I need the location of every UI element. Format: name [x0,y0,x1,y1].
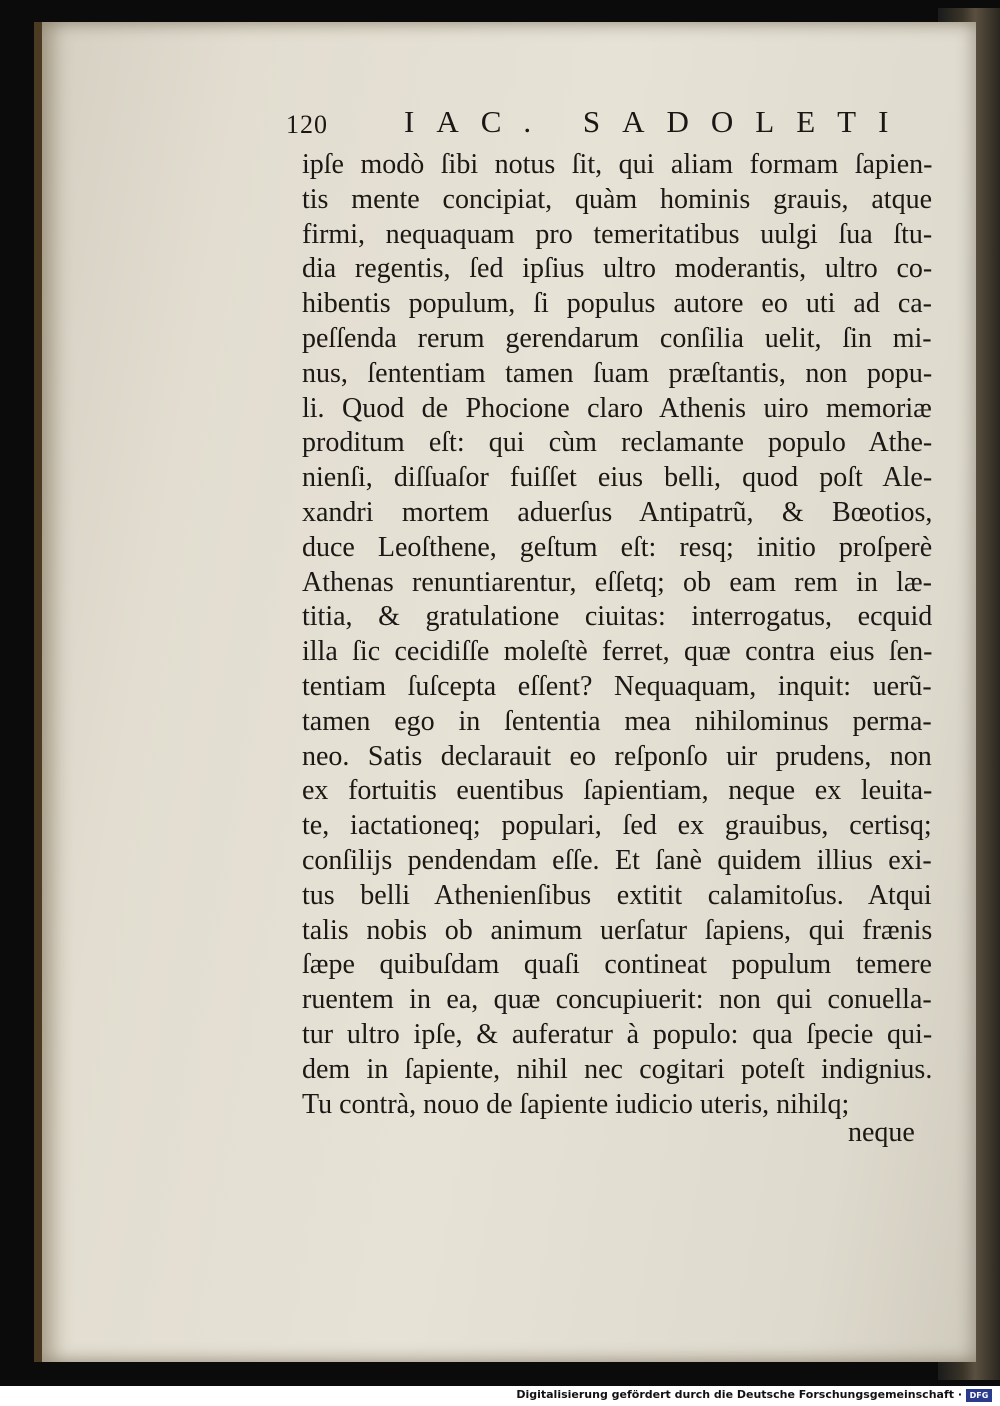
text-line: peſſenda rerum gerendarum conſilia uelit, ſin mi- [302,322,932,354]
dfg-logo: DFG [966,1389,992,1402]
text-line: li. Quod de Phocione claro Athenis uiro memoriæ [302,392,932,424]
running-head: IAC. SADOLETI [404,104,911,139]
page-header [286,104,911,144]
text-line: duce Leoſthene, geſtum eſt: resq; initio proſperè [302,531,933,563]
text-line: tamen ego in ſententia mea nihilominus perma- [302,705,932,737]
text-line: talis nobis ob animum uerſatur ſapiens, qui frænis [302,914,933,946]
text-line: firmi, nequaquam pro temeritatibus uulgi ſua ſtu- [302,218,933,250]
text-line: titia, & gratulatione ciuitas: interrogatus, ecquid [302,601,933,633]
text-line: neo. Satis declarauit eo reſponſo uir prudens, non [302,740,932,772]
text-line: te, iactationeq; populari, ſed ex grauibus, certisq; [302,810,932,842]
footer-bar [0,1386,1000,1406]
text-line: Tu contrà, nouo de ſapiente iudicio uteris, nihilq; [302,1088,850,1120]
text-line: tus belli Athenienſibus extitit calamitoſus. Atqui [302,879,932,911]
text-line: illa ſic cecidiſſe moleſtè ferret, quæ contra eius ſen- [302,636,933,668]
text-line: ipſe modò ſibi notus ſit, qui aliam formam ſapien- [302,149,933,180]
text-line: tis mente concipiat, quàm hominis grauis, atque [302,183,932,215]
text-line: tur ultro ipſe, & auferatur à populo: qua ſpecie qui- [302,1018,933,1050]
text-line: nus, ſententiam tamen ſuam præſtantis, non popu- [302,357,933,389]
text-line: hibentis populum, ſi populus autore eo uti ad ca- [302,288,933,320]
body-text [302,148,942,1122]
text-line: tentiam ſuſcepta eſſent? Nequaquam, inquit: uerũ- [302,670,932,702]
page-number: 120 [286,110,328,139]
text-line: ſæpe quibuſdam quaſi contineat populum temere [302,949,932,981]
text-line: dem in ſapiente, nihil nec cogitari poteſt indignius. [302,1053,933,1085]
text-line: Athenas renuntiarentur, eſſetq; ob eam rem in læ- [302,566,932,598]
catchword: neque [848,1117,915,1148]
text-line: ruentem in ea, quæ concupiuerit: non qui conuella- [302,984,932,1016]
funding-credit: Digitalisierung gefördert durch die Deutsche Forschungsgemeinschaft · [516,1388,962,1401]
text-line: nienſi, diſſuaſor fuiſſet eius belli, quod poſt Ale- [302,462,933,494]
text-line: proditum eſt: qui cùm reclamante populo Athe- [302,427,933,459]
text-line: ex fortuitis euentibus ſapientiam, neque ex leuita- [302,775,933,807]
text-line: conſilijs pendendam eſſe. Et ſanè quidem illius exi- [302,844,932,876]
text-line: dia regentis, ſed ipſius ultro moderantis, ultro co- [302,253,933,285]
text-line: xandri mortem aduerſus Antipatrũ, & Bœotios, [302,496,933,528]
